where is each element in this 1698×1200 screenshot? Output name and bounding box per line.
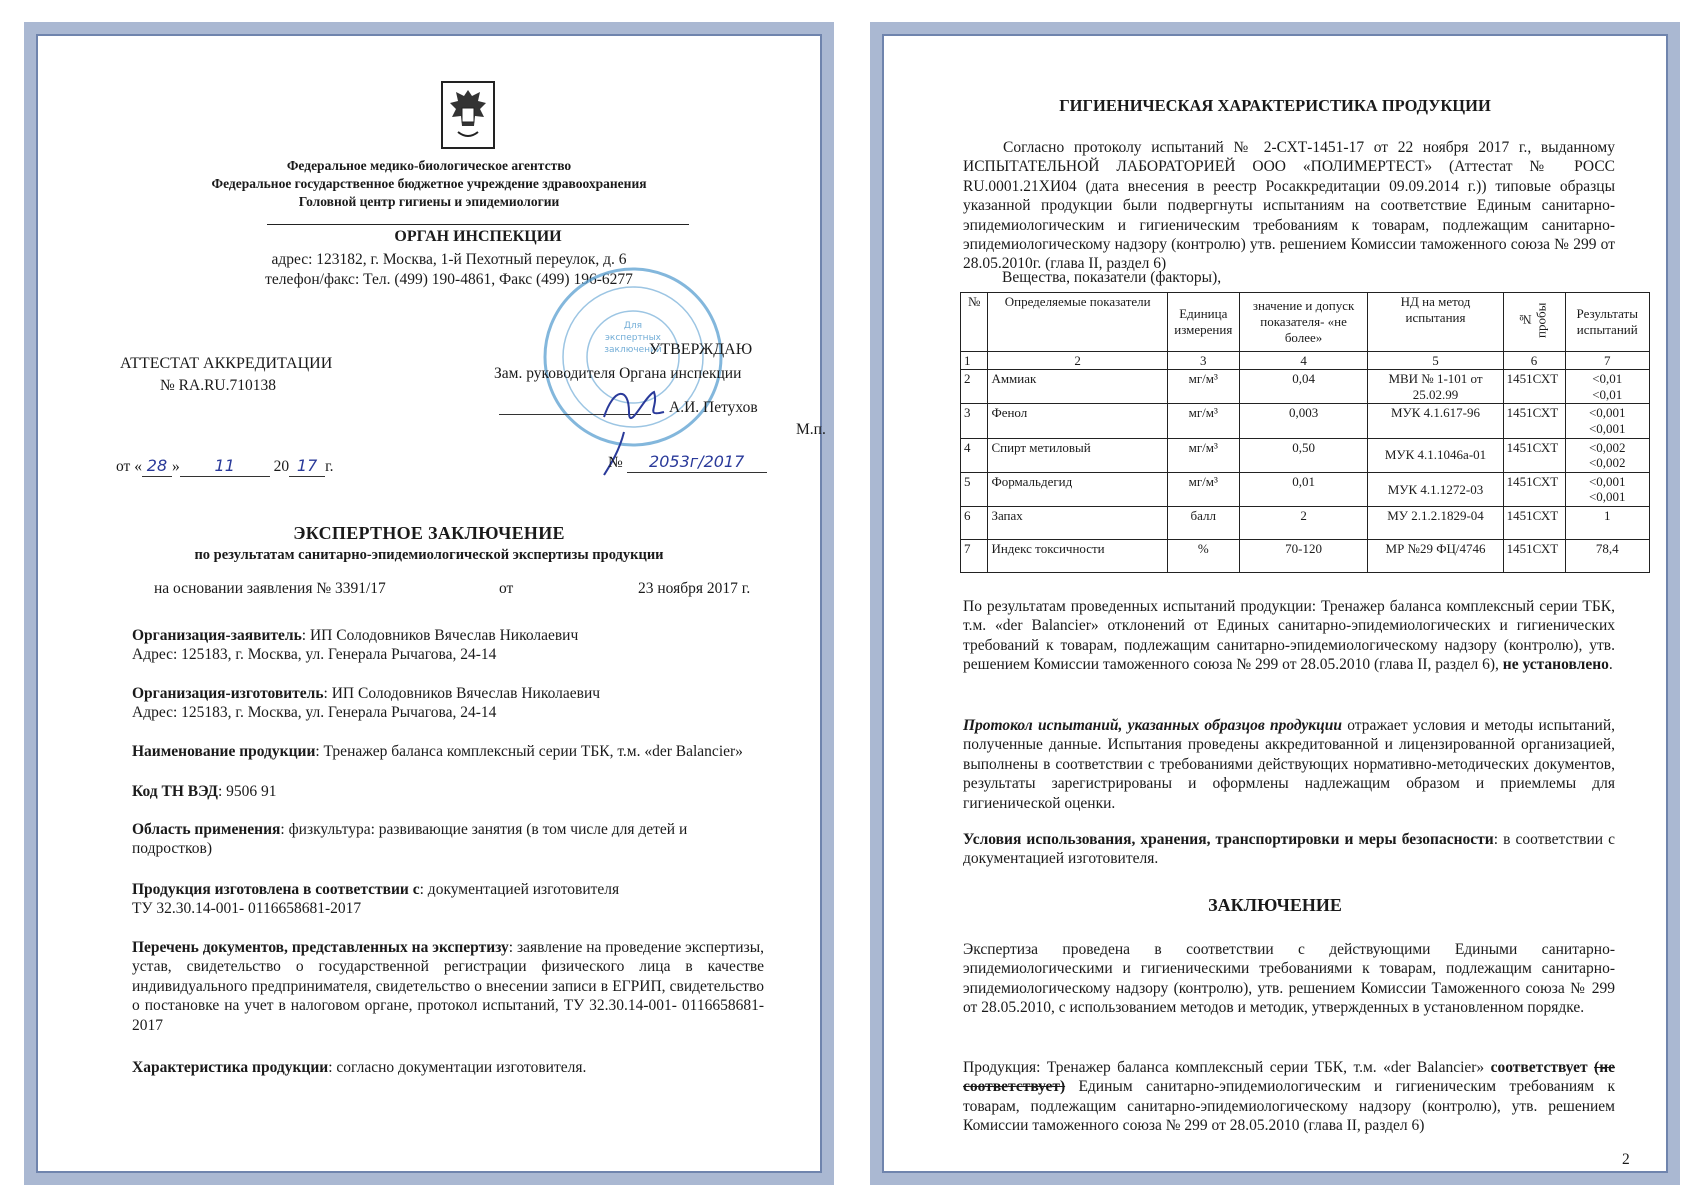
cell-result (1565, 404, 1650, 438)
field-value: : Тренажер баланса комплексный серии ТБК, т.м. «der Balancier» (315, 743, 743, 760)
cell-limit: 2 (1239, 506, 1368, 539)
cell-sample: 1451СХТ (1503, 539, 1565, 572)
header-cell: Результаты испытаний (1565, 293, 1650, 352)
cell-sample: 1451СХТ (1503, 506, 1565, 539)
cell-method: МУК 4.1.617-96 (1368, 404, 1503, 438)
product-prefix: Продукция: Тренажер баланса комплексный серии ТБК, т.м. «der Balancier» (963, 1059, 1491, 1076)
cell-name: Формальдегид (988, 472, 1167, 506)
date-suffix: г. (325, 458, 334, 475)
cell-limit: 0,01 (1239, 472, 1368, 506)
result-line: <0,01 (1592, 371, 1623, 387)
cell-limit: 70-120 (1239, 539, 1368, 572)
reg-number: 2053г/2017 (627, 452, 767, 473)
cell-n: 2 (961, 370, 988, 404)
organ-address: адрес: 123182, г. Москва, 1-й Пехотный переулок, д. 6 (271, 251, 627, 268)
cell-n: 3 (961, 404, 988, 438)
agency-line: Федеральное медико-биологическое агентство (286, 158, 572, 173)
field-label: Организация-заявитель (132, 627, 302, 644)
cell-sample: 1451СХТ (1503, 472, 1565, 506)
cell-result (1565, 539, 1650, 572)
header-cell: № (961, 293, 988, 352)
cell-limit: 0,003 (1239, 404, 1368, 438)
field-value: : документацией изготовителя (419, 881, 620, 898)
product-field (132, 742, 764, 761)
document-title: ЭКСПЕРТНОЕ ЗАКЛЮЧЕНИЕ (293, 523, 565, 543)
stamp-text: Для экспертных заключений (604, 321, 662, 355)
cell-unit: мг/м³ (1167, 438, 1239, 472)
result-line: <0,001 (1588, 405, 1626, 421)
result-paragraph (963, 597, 1615, 675)
index-cell: 3 (1167, 351, 1239, 370)
field-label: Перечень документов, представленных на экспертизу (132, 939, 509, 956)
document-subtitle: по результатам санитарно-эпидемиологической экспертизы продукции (194, 547, 664, 563)
product-struck: (не соответствует) (963, 1059, 1616, 1096)
table-row (961, 404, 1650, 438)
cell-name: Аммиак (988, 370, 1167, 404)
table-row (961, 539, 1650, 572)
field-label: Организация-изготовитель (132, 685, 324, 702)
index-cell: 4 (1239, 351, 1368, 370)
date-year: 17 (289, 456, 325, 477)
table-row (961, 370, 1650, 404)
cell-unit: мг/м³ (1167, 404, 1239, 438)
cell-result (1565, 472, 1650, 506)
header-cell: Определяемые показатели (988, 293, 1167, 352)
cell-n: 5 (961, 472, 988, 506)
protocol-paragraph (963, 716, 1615, 813)
page-number: 2 (1622, 1151, 1630, 1168)
header-cell: Единица измерения (1167, 293, 1239, 352)
header-cell-sample (1503, 293, 1565, 352)
applicant-field (132, 626, 764, 665)
conditions-paragraph (963, 830, 1615, 869)
basis-application: на основании заявления № 3391/17 (154, 580, 386, 597)
cell-method: МУ 2.1.2.1829-04 (1368, 506, 1503, 539)
result-end: . (1608, 656, 1613, 674)
result-bold: не установлено (1502, 656, 1609, 674)
cell-name: Спирт метиловый (988, 438, 1167, 472)
conditions-label: Условия использования, хранения, транспортировки и меры безопасности (963, 831, 1494, 848)
docs-field (132, 938, 764, 1035)
attestat-number: № RA.RU.710138 (160, 377, 276, 394)
cell-n: 7 (961, 539, 988, 572)
registration-number (608, 452, 767, 473)
cell-method: МВИ № 1-101 от 25.02.99 (1368, 370, 1503, 404)
field-label: Продукция изготовлена в соответствии с (132, 881, 420, 898)
cell-result (1565, 438, 1650, 472)
approver-name: А.И. Петухов (669, 399, 758, 416)
table-row (961, 506, 1650, 539)
scope-field (132, 820, 764, 859)
coat-of-arms-icon (440, 80, 496, 150)
product-conforms: соответствует (1490, 1059, 1588, 1076)
index-cell: 1 (961, 351, 988, 370)
date-year-prefix: 20 (273, 458, 290, 475)
cell-result (1565, 506, 1650, 539)
field-value: : ИП Солодовников Вячеслав Николаевич (323, 685, 601, 702)
result-line: <0,002 (1588, 455, 1626, 471)
cell-limit: 0,04 (1239, 370, 1368, 404)
table-row (961, 438, 1650, 472)
field-value: : ИП Солодовников Вячеслав Николаевич (301, 627, 579, 644)
field-label: Характеристика продукции (132, 1059, 329, 1076)
date-quote: » (171, 458, 180, 475)
date-month: 11 (180, 456, 270, 477)
index-cell: 7 (1565, 351, 1650, 370)
protocol-label: Протокол испытаний, указанных образцов продукции (963, 717, 1342, 734)
cell-n: 6 (961, 506, 988, 539)
agency-line: Головной центр гигиены и эпидемиологии (298, 194, 560, 210)
field-value: : физкультура: развивающие занятия (в том числе для детей и подростков) (132, 821, 688, 858)
cell-method: МР №29 ФЦ/4746 (1368, 539, 1503, 572)
result-line: 1 (1604, 507, 1611, 523)
date-line (116, 456, 334, 477)
cell-limit: 0,50 (1239, 438, 1368, 472)
product-conclusion (963, 1058, 1615, 1136)
approve-role: Зам. руководителя Органа инспекции (494, 365, 742, 382)
test-results-table (960, 292, 1650, 573)
product-rest: Единым санитарно-эпидемиологическим и гигиеническим требованиям к товарам, подлежащим санитарно-эпидемиологическому надзору (контролю), утв. решением Комиссии таможенного союза № 299 от 28.05.2010 (глава II, раздел 6) (963, 1078, 1615, 1135)
table-row (961, 472, 1650, 506)
organ-title: ОРГАН ИНСПЕКЦИИ (267, 224, 689, 247)
field-address: Адрес: 125183, г. Москва, ул. Генерала Рычагова, 24-14 (132, 646, 497, 664)
result-text: По результатам проведенных испытаний продукции: Тренажер баланса комплексный серии ТБК, т.м. «der Balancier» отклонений от Единых санитарно-эпидемиологических и гигиенических требований к товарам, подлежащим санитарно-эпидемиологическому надзору (контролю), утв. решением Комиссии таможенного союза № 299 от 28.05.2010 (глава II, раздел 6), (963, 598, 1615, 674)
attestat-label: АТТЕСТАТ АККРЕДИТАЦИИ (120, 355, 333, 372)
index-cell: 2 (988, 351, 1167, 370)
index-row (961, 351, 1650, 370)
cell-unit: мг/м³ (1167, 472, 1239, 506)
cell-method: МУК 4.1.1046а-01 (1368, 438, 1503, 472)
result-line: <0,001 (1588, 489, 1626, 505)
cell-result (1565, 370, 1650, 404)
cell-method: МУК 4.1.1272-03 (1368, 472, 1503, 506)
basis-from: от (499, 580, 514, 597)
protocol-intro: Согласно протоколу испытаний № 2-СХТ-1451-17 от 22 ноября 2017 г., выданному ИСПЫТАТЕЛЬНОЙ ЛАБОРАТОРИЕЙ ООО «ПОЛИМЕРТЕСТ» (Аттестат № РОСС RU.0001.21ХИ04 (дата внесения в реестр Росаккредитации 09.09.2014 г.)) типовые образцы указанной продукции были подвергнуты испытаниям на соответствие Единым санитарно-эпидемиологическим и гигиеническим требованиям к товарам, подлежащим санитарно-эпидемиологическому надзору (контролю) утв. решением Комиссии таможенного союза № 299 от 28.05.2010г. (глава II, раздел 6) (963, 139, 1615, 273)
field-address: Адрес: 125183, г. Москва, ул. Генерала Рычагова, 24-14 (132, 704, 497, 722)
result-line: <0,002 (1588, 439, 1626, 455)
field-label: Код ТН ВЭД (132, 783, 218, 800)
made-field (132, 880, 764, 919)
result-line: <0,001 (1588, 473, 1626, 489)
header-cell: № пробы (1518, 302, 1550, 338)
field-label: Область применения (132, 821, 281, 838)
field-label: Наименование продукции (132, 743, 316, 760)
field-tu: ТУ 32.30.14-001- 0116658681-2017 (132, 900, 362, 918)
cell-unit: % (1167, 539, 1239, 572)
substances-label: Вещества, показатели (факторы), (1002, 269, 1222, 286)
field-value: : 9506 91 (217, 783, 277, 800)
header-cell: значение и допуск показателя- «не более» (1239, 293, 1368, 352)
index-cell: 5 (1368, 351, 1503, 370)
result-line: 78,4 (1595, 540, 1619, 556)
protocol-text: отражает условия и методы испытаний, полученные данные. Испытания проведены аккредитованной и лицензированной организацией, выполнены в соответствии с требованиями действующих нормативно-методических документов, результаты зарегистрированы и оформлены надлежащим образом и приемлемы для гигиенической оценки. (963, 717, 1615, 812)
agency-header (84, 157, 774, 212)
conclusion-title: ЗАКЛЮЧЕНИЕ (1208, 895, 1342, 915)
characteristic-field (132, 1058, 764, 1077)
basis-date: 23 ноября 2017 г. (638, 580, 751, 597)
cell-name: Запах (988, 506, 1167, 539)
agency-line: Федеральное государственное бюджетное учреждение здравоохранения (211, 176, 647, 192)
header-cell: НД на метод испытания (1368, 293, 1503, 352)
result-line: <0,001 (1588, 420, 1626, 436)
cell-sample: 1451СХТ (1503, 404, 1565, 438)
cell-name: Фенол (988, 404, 1167, 438)
date-day: 28 (142, 456, 172, 477)
conditions-text: : в соответствии с документацией изготовителя. (963, 831, 1616, 868)
approve-label: УТВЕРЖДАЮ (649, 341, 753, 358)
manufacturer-field (132, 684, 764, 723)
reg-prefix: № (608, 454, 623, 471)
date-prefix: от « (116, 458, 142, 475)
cell-n: 4 (961, 438, 988, 472)
cell-sample: 1451СХТ (1503, 438, 1565, 472)
hygiene-title: ГИГИЕНИЧЕСКАЯ ХАРАКТЕРИСТИКА ПРОДУКЦИИ (1059, 96, 1491, 115)
result-line: <0,01 (1592, 386, 1623, 402)
cell-unit: балл (1167, 506, 1239, 539)
tnved-field (132, 782, 764, 801)
page-left (24, 22, 834, 1185)
field-value: : согласно документации изготовителя. (328, 1059, 587, 1076)
page-right (870, 22, 1680, 1185)
cell-name: Индекс токсичности (988, 539, 1167, 572)
seal-place: М.п. (796, 421, 826, 438)
index-cell: 6 (1503, 351, 1565, 370)
cell-unit: мг/м³ (1167, 370, 1239, 404)
conclusion-text: Экспертиза проведена в соответствии с действующими Едиными санитарно-эпидемиологическими и гигиеническими требованиями к товарам, подлежащим санитарно-эпидемиологическому надзору (контролю), утв. решением Комиссии Таможенного союза № 299 от 28.05.2010, с использованием методов и методик, утвержденных в установленном порядке. (963, 941, 1615, 1017)
organ-phone: телефон/факс: Тел. (499) 190-4861, Факс (499) 196-6277 (265, 271, 633, 288)
cell-sample: 1451СХТ (1503, 370, 1565, 404)
field-value: : заявление на проведение экспертизы, устав, свидетельство о государственной регистрации физического лица в качестве индивидуального предпринимателя, свидетельство о внесении записи в ЕГРИП, свидетельство о постановке на учет в налоговом органе, протокол испытаний, ТУ 32.30.14-001- 0116658681-2017 (132, 939, 764, 1034)
